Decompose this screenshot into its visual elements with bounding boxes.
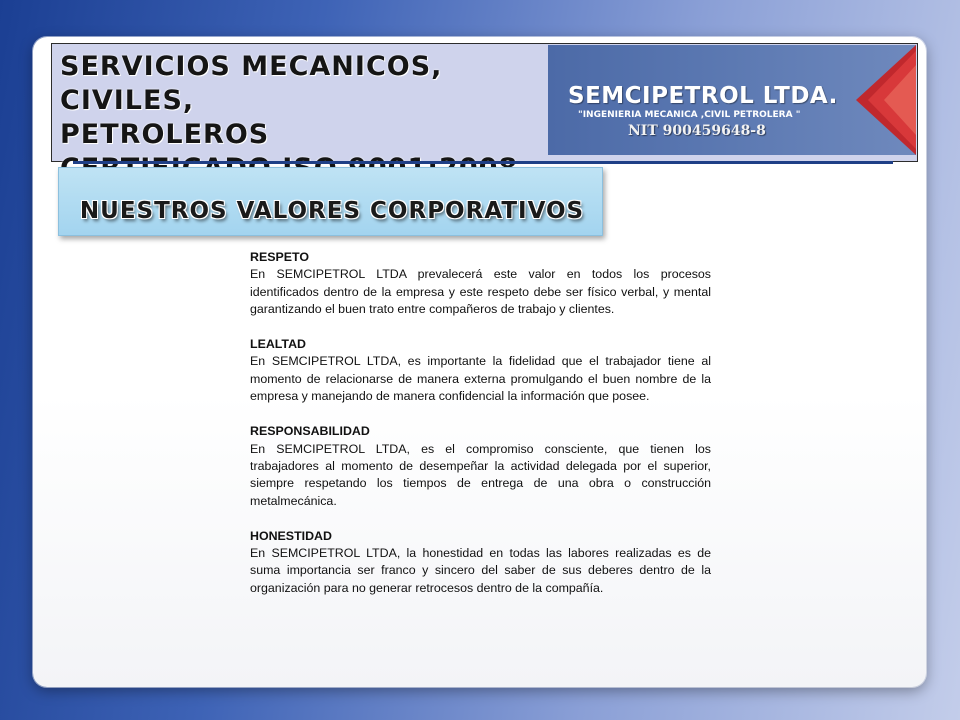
header-title-line: PETROLEROS <box>60 119 270 150</box>
header-title <box>60 50 550 186</box>
header-title-line: SERVICIOS MECANICOS, CIVILES, <box>60 51 443 116</box>
value-title: LEALTAD <box>250 337 306 352</box>
value-title: RESPETO <box>250 250 309 264</box>
value-title: RESPONSABILIDAD <box>250 424 370 439</box>
logo-company-name: SEMCIPETROL LTDA. <box>568 83 838 109</box>
header-divider <box>73 161 893 164</box>
value-item <box>250 423 711 509</box>
value-item <box>250 528 711 597</box>
value-description: En SEMCIPETROL LTDA, la honestidad en todas las labores realizadas es de suma importancia ser franco y sincero del saber de sus deberes dentro de la organización para no generar retrocesos dentro de la compañía. <box>250 546 711 595</box>
logo-arrow-icon <box>856 45 916 155</box>
values-banner-title: NUESTROS VALORES CORPORATIVOS <box>79 198 585 224</box>
value-item <box>250 249 711 318</box>
logo-tagline: "INGENIERIA MECANICA ,CIVIL PETROLERA " <box>578 110 801 120</box>
values-list <box>250 249 711 615</box>
value-description: En SEMCIPETROL LTDA prevalecerá este valor en todos los procesos identificados dentro de la empresa y este respeto debe ser físico verbal, y mental garantizando el buen trato entre compañeros de trabajo y clientes. <box>250 267 711 316</box>
value-item <box>250 336 711 405</box>
logo-nit: NIT 900459648-8 <box>628 123 766 139</box>
value-description: En SEMCIPETROL LTDA, es el compromiso consciente, que tienen los trabajadores al momento de desempeñar la actividad delegada por el superior, siempre respetando los tiempos de entrega de una obra o construcción metalmecánica. <box>250 441 711 508</box>
company-logo <box>548 45 916 155</box>
value-title: HONESTIDAD <box>250 528 332 543</box>
value-description: En SEMCIPETROL LTDA, es importante la fidelidad que el trabajador tiene al momento de relacionarse de manera externa promulgando el buen nombre de la empresa y manejando de manera confidencial la información que posee. <box>250 354 711 404</box>
